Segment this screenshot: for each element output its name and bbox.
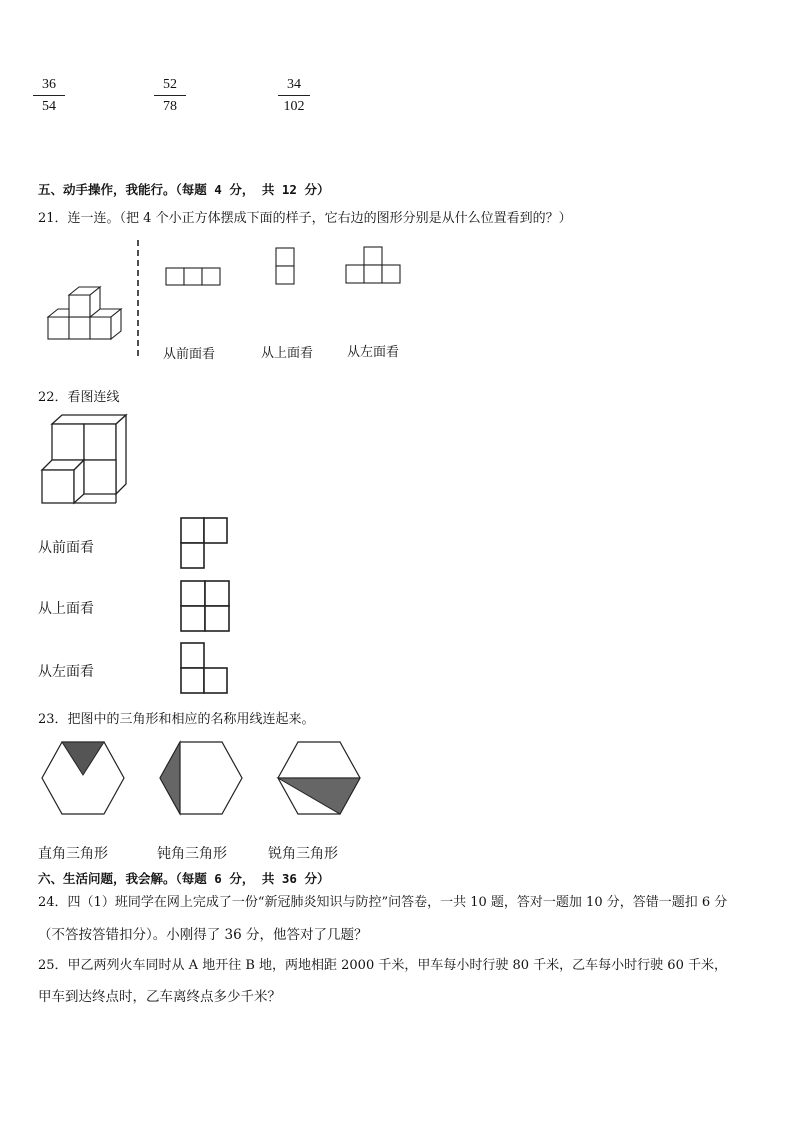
q23-hexagon-obtuse-triangle (158, 740, 244, 818)
q22-view-square-grid (180, 580, 232, 634)
q21-view-t-shape (345, 246, 403, 286)
question-23-text: 23．把图中的三角形和相应的名称用线连起来。 (38, 712, 315, 727)
question-25-line-2: 甲车到达终点时，乙车离终点多少千米？ (38, 989, 281, 1005)
q22-label-front: 从前面看 (38, 540, 94, 556)
q21-view-three-in-row (165, 267, 223, 287)
q21-label-left: 从左面看 (347, 345, 400, 360)
fraction-denominator: 78 (163, 99, 177, 114)
q21-view-two-stacked (275, 247, 297, 287)
q22-view-l-shape-top (180, 517, 230, 571)
question-21-text: 21．连一连。（把 4 个小正方体摆成下面的样子，它右边的图形分别是从什么位置看到的？） (38, 211, 572, 226)
q21-label-front: 从前面看 (163, 347, 216, 362)
fraction-3 (274, 76, 314, 116)
fraction-numerator: 52 (163, 77, 177, 92)
section-5-title: 五、动手操作，我能行。（每题 4 分， 共 12 分） (38, 182, 330, 197)
fraction-numerator: 36 (42, 77, 56, 92)
fraction-numerator: 34 (287, 77, 301, 92)
question-24-line-1: 24．四（1）班同学在网上完成了一份“新冠肺炎知识与防控”问答卷，一共 10 题，答对一题加 10 分，答错一题扣 6 分 (38, 895, 728, 910)
fraction-2 (150, 76, 190, 116)
q23-label-obtuse: 钝角三角形 (157, 846, 227, 862)
q21-label-top: 从上面看 (261, 346, 314, 361)
fraction-bar (154, 95, 186, 96)
fraction-1 (29, 76, 69, 116)
q21-dashed-divider (136, 240, 140, 356)
question-22-text: 22．看图连线 (38, 390, 120, 405)
fraction-bar (33, 95, 65, 96)
fraction-bar (278, 95, 310, 96)
q23-label-right: 直角三角形 (38, 846, 108, 862)
q22-cube-figure (40, 412, 130, 508)
fraction-denominator: 54 (42, 99, 56, 114)
q22-label-top: 从上面看 (38, 601, 94, 617)
question-25-line-1: 25．甲乙两列火车同时从 A 地开往 B 地，两地相距 2000 千米，甲车每小时行驶 80 千米，乙车每小时行驶 60 千米， (38, 958, 727, 973)
q23-label-acute: 锐角三角形 (268, 846, 338, 862)
q21-cube-figure (40, 280, 130, 345)
q23-hexagon-right-triangle (40, 740, 126, 818)
question-24-line-2: （不答按答错扣分）。小刚得了 36 分，他答对了几题？ (38, 927, 368, 943)
fraction-denominator: 102 (283, 99, 305, 114)
q22-label-left: 从左面看 (38, 664, 94, 680)
q23-hexagon-acute-triangle (276, 740, 362, 818)
q22-view-l-shape-bottom (180, 642, 230, 696)
section-6-title: 六、生活问题，我会解。（每题 6 分， 共 36 分） (38, 871, 330, 886)
